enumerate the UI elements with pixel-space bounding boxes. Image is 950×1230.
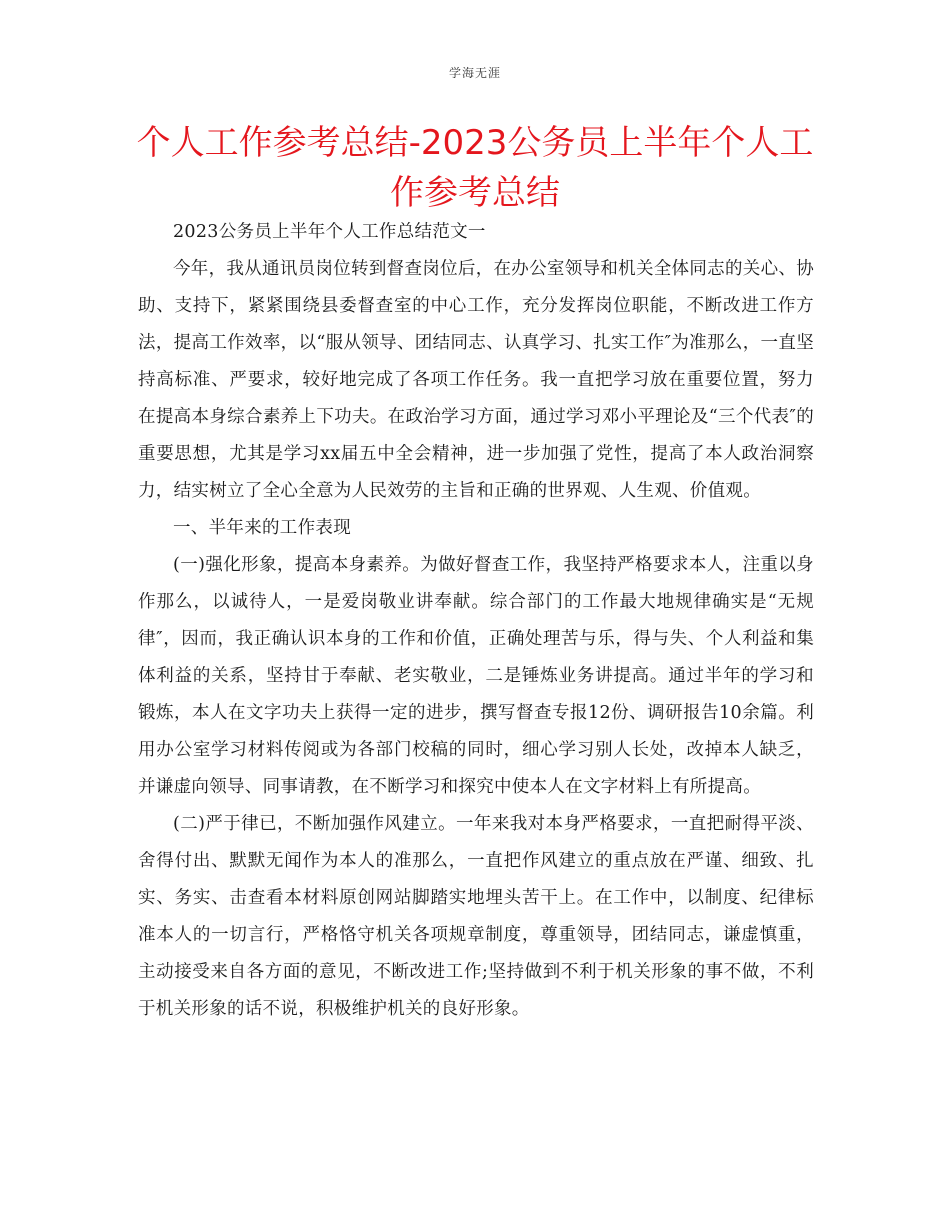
subtitle-paragraph: 2023公务员上半年个人工作总结范文一: [173, 222, 486, 242]
section-heading: 一、半年来的工作表现: [173, 518, 351, 538]
document-body: [138, 214, 814, 1028]
document-title: 个人工作参考总结-2023公务员上半年个人工作参考总结: [136, 123, 814, 213]
page-header: 学海无涯: [448, 66, 501, 80]
section-paragraph-2: (二)严于律已，不断加强作风建立。一年来我对本身严格要求，一直把耐得平淡、舍得付出、默默无闻作为本人的准那么，一直把作风建立的重点放在严谨、细致、扎实、务实、击查看本材料原创网站脚踏实地埋头苦干上。在工作中，以制度、纪律标准本人的一切言行，严格恪守机关各项规章制度，尊重领导，团结同志，谦虚慎重，主动接受来自各方面的意见，不断改进工作;坚持做到不利于机关形象的事不做，不利于机关形象的话不说，积极维护机关的良好形象。: [138, 814, 814, 1019]
intro-paragraph: 今年，我从通讯员岗位转到督查岗位后，在办公室领导和机关全体同志的关心、协助、支持下，紧紧围绕县委督查室的中心工作，充分发挥岗位职能，不断改进工作方法，提高工作效率，以“服从领导、团结同志、认真学习、扎实工作″为准那么，一直坚持高标准、严要求，较好地完成了各项工作任务。我一直把学习放在重要位置，努力在提高本身综合素养上下功夫。在政治学习方面，通过学习邓小平理论及“三个代表″的重要思想，尤其是学习xx届五中全会精神，进一步加强了党性，提高了本人政治洞察力，结实树立了全心全意为人民效劳的主旨和正确的世界观、人生观、价值观。: [138, 259, 814, 501]
section-paragraph-1: (一)强化形象，提高本身素养。为做好督查工作，我坚持严格要求本人，注重以身作那么，以诚待人，一是爱岗敬业讲奉献。综合部门的工作最大地规律确实是“无规律″，因而，我正确认识本身的工作和价值，正确处理苦与乐，得与失、个人利益和集体利益的关系，坚持甘于奉献、老实敬业，二是锤炼业务讲提高。通过半年的学习和锻炼，本人在文字功夫上获得一定的进步，撰写督查专报12份、调研报告10余篇。利用办公室学习材料传阅或为各部门校稿的同时，细心学习别人长处，改掉本人缺乏，并谦虚向领导、同事请教，在不断学习和探究中使本人在文字材料上有所提高。: [138, 555, 814, 797]
